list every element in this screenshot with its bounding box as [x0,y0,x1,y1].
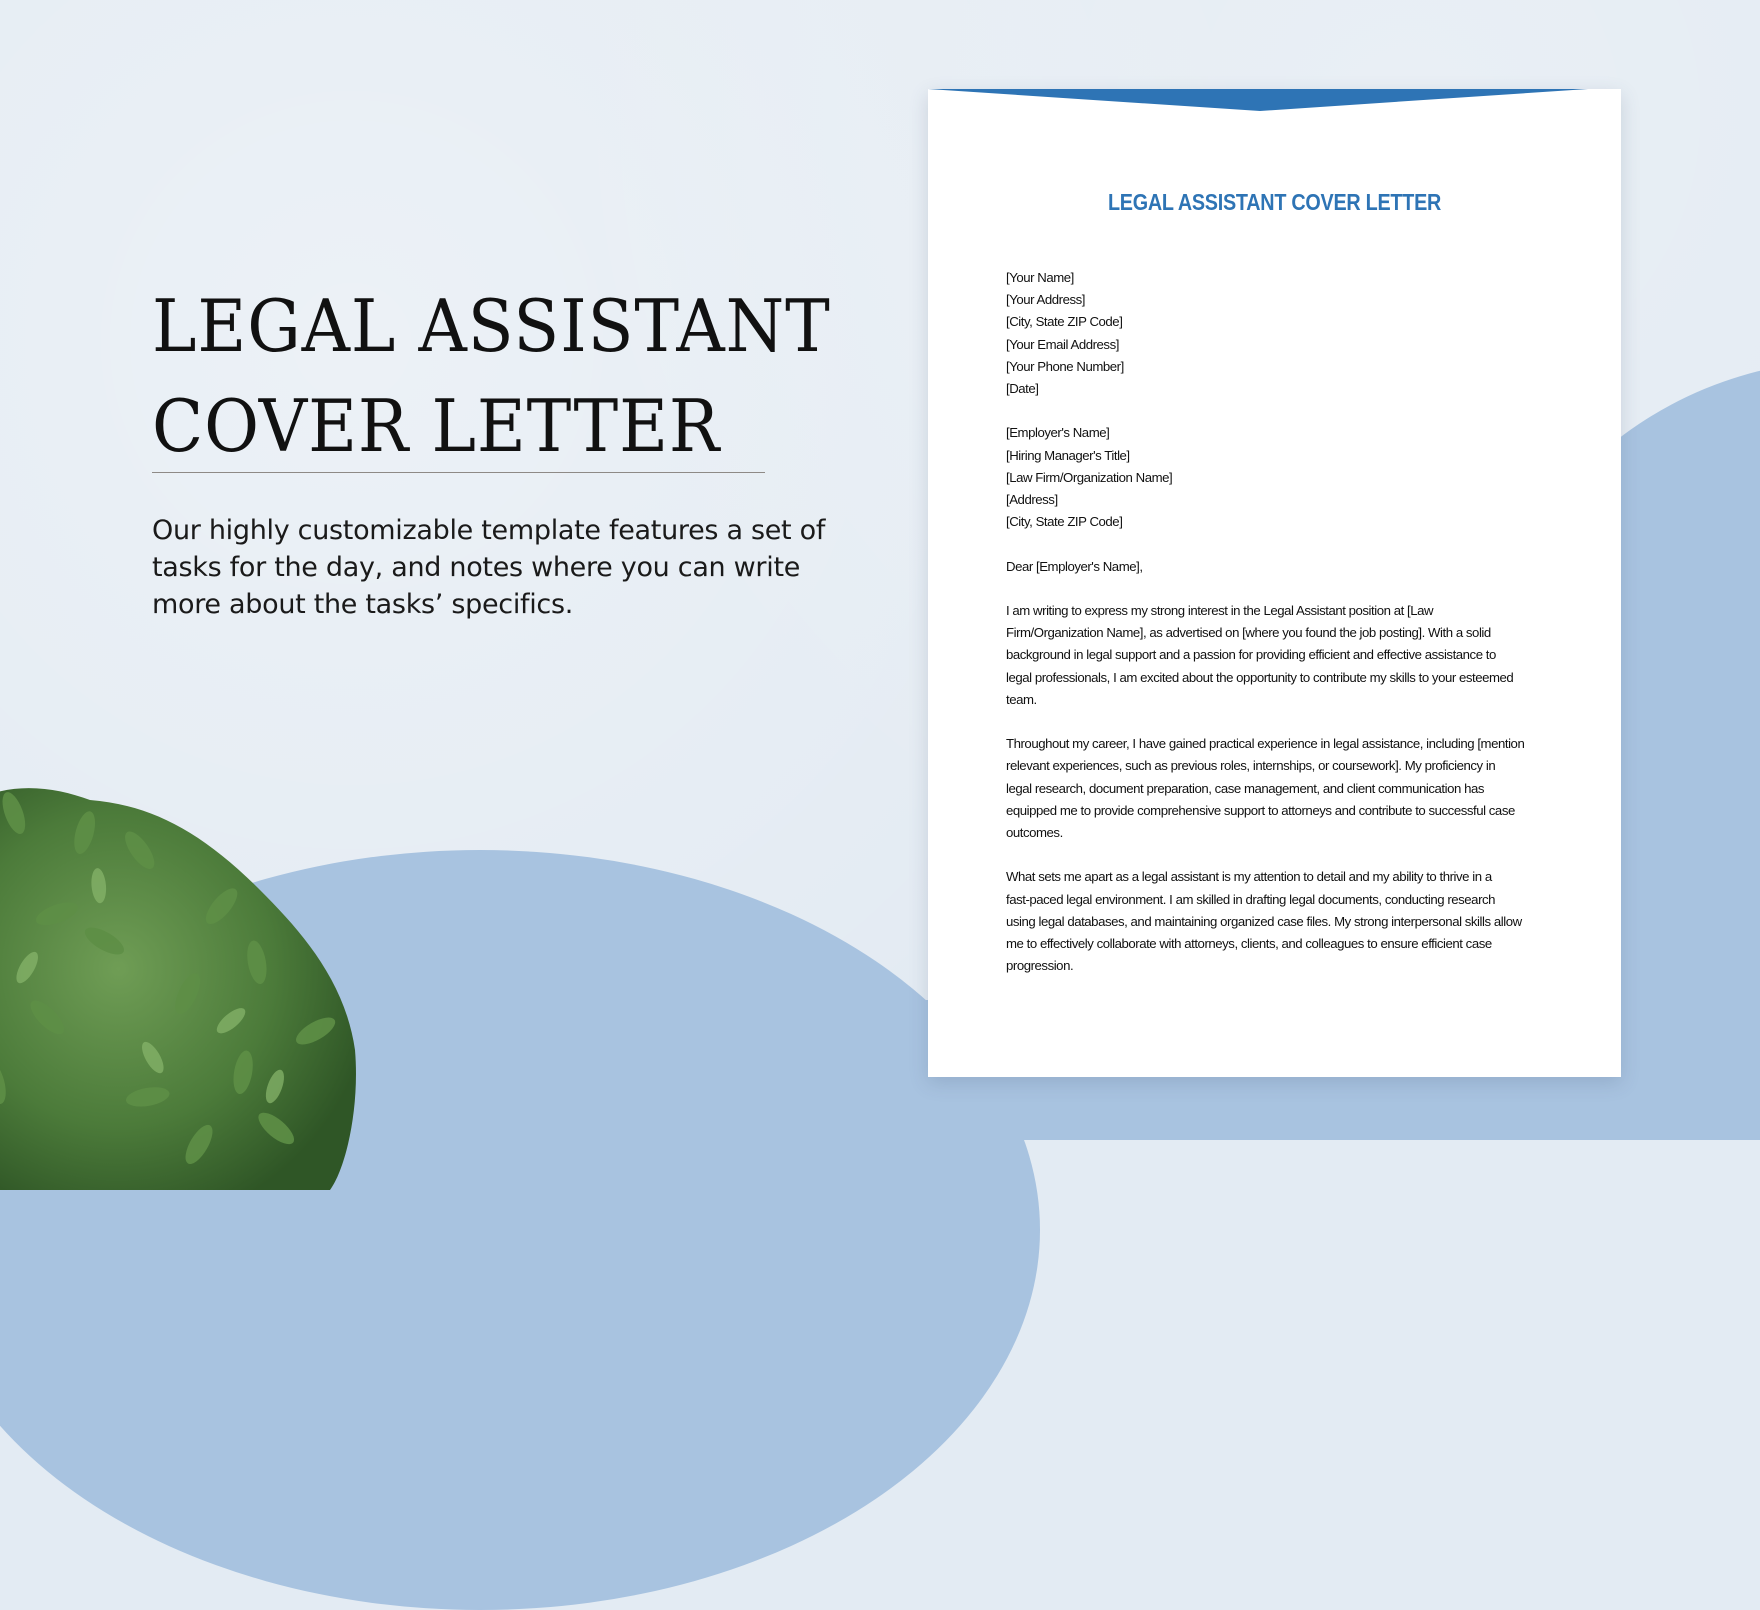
sender-name: [Your Name] [1006,270,1074,285]
sender-phone: [Your Phone Number] [1006,358,1124,374]
paragraph-2: Throughout my career, I have gained practical experience in legal assistance, including [mention relevant experiences, such as previous roles, internships, or coursework]. My proficiency in legal research, document preparation, case management, and client communication has equipped me to provide comprehensive support to attorneys and contribute to successful case outcomes. [1006,736,1525,841]
recipient-block [1006,422,1546,533]
sender-block [1006,267,1546,400]
document-preview [928,89,1621,1077]
hero-description: Our highly customizable template features a set of tasks for the day, and notes where you can write more about the tasks’ specifics. [152,515,826,620]
plant-icon [0,770,370,1190]
hero-title [152,276,831,476]
hero-title-line1: LEGAL ASSISTANT [152,284,831,368]
paragraph-3: What sets me apart as a legal assistant is my attention to detail and my ability to thrive in a fast-paced legal environment. I am skilled in drafting legal documents, conducting research using legal databases, and maintaining organized case files. My strong interpersonal skills allow me to effectively collaborate with attorneys, clients, and colleagues to ensure efficient case progression. [1006,869,1522,974]
hero-panel [152,276,852,620]
document-body [1006,267,1546,1000]
recipient-city: [City, State ZIP Code] [1006,514,1123,530]
document-header-band [928,89,1621,113]
recipient-address: [Address] [1006,492,1058,508]
salutation: Dear [Employer's Name], [1006,558,1143,574]
sender-date: [Date] [1006,381,1039,397]
sender-address: [Your Address] [1006,292,1085,308]
recipient-organization: [Law Firm/Organization Name] [1006,469,1173,485]
sender-city: [City, State ZIP Code] [1006,314,1123,330]
document-title: LEGAL ASSISTANT COVER LETTER [1107,189,1442,215]
sender-email: [Your Email Address] [1006,336,1119,352]
hero-title-line2: COVER LETTER [152,384,721,468]
paragraph-1: I am writing to express my strong interest in the Legal Assistant position at [Law Firm/Organization Name], as advertised on [where you found the job posting]. With a solid background in legal support and a passion for providing efficient and effective assistance to legal professionals, I am excited about the opportunity to contribute my skills to your esteemed team. [1006,603,1514,707]
hero-divider [152,472,765,473]
recipient-title: [Hiring Manager's Title] [1006,447,1130,463]
recipient-name: [Employer's Name] [1006,425,1110,441]
